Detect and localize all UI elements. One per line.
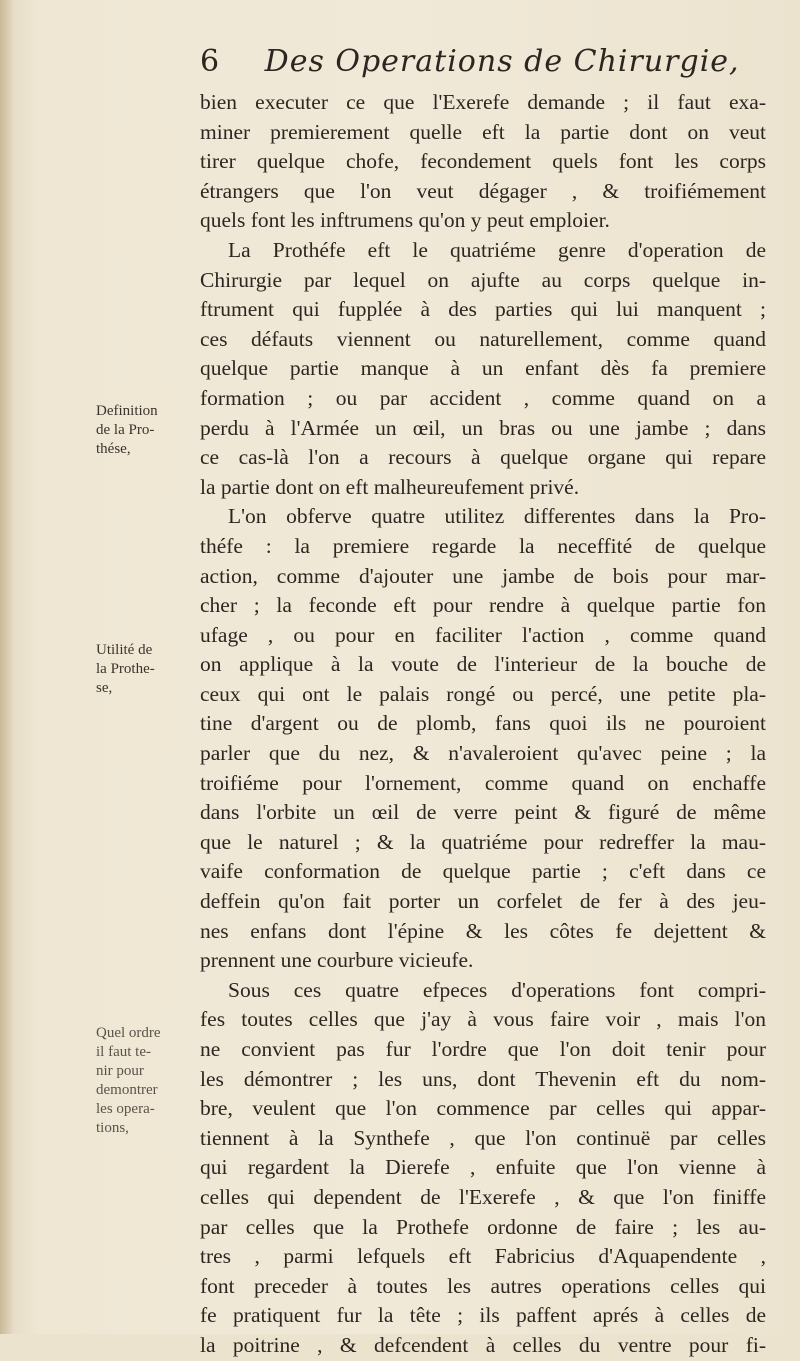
text-line: ces défauts viennent ou naturellement, comme quand bbox=[200, 326, 766, 351]
margin-note-line: nir pour bbox=[96, 1063, 144, 1079]
text-line: bien executer ce que l'Exerefe demande ; il faut exa- bbox=[200, 90, 766, 114]
margin-note-line: la Prothe- bbox=[96, 661, 155, 677]
page-number: 6 bbox=[200, 44, 221, 79]
text-line: quels font les inftrumens qu'on y peut emploier. bbox=[200, 208, 610, 233]
text-line: L'on obferve quatre utilitez differentes dans la Pro- bbox=[228, 504, 766, 529]
text-line: fe pratiquent fur la tête ; ils paffent aprés à celles de bbox=[200, 1303, 766, 1328]
text-line: la partie dont on eft malheureufement privé. bbox=[200, 474, 580, 499]
margin-note-line: tions, bbox=[96, 1120, 129, 1136]
text-line: que le naturel ; & la quatriéme pour redreffer la mau- bbox=[200, 829, 766, 854]
text-line: dans l'orbite un œil de verre peint & figuré de même bbox=[200, 800, 766, 825]
text-line: cher ; la feconde eft pour rendre à quelque partie fon bbox=[200, 593, 766, 618]
text-line: celles qui dependent de l'Exerefe , & que l'on finiffe bbox=[200, 1184, 766, 1209]
text-line: ftrument qui fupplée à des parties qui lui manquent ; bbox=[200, 297, 766, 322]
text-line: les démontrer ; les uns, dont Thevenin eft du nom- bbox=[200, 1066, 766, 1091]
text-line: tres , parmi lefquels eft Fabricius d'Aquapendente , bbox=[200, 1244, 766, 1269]
text-line: nes enfans dont l'épine & les côtes fe dejettent & bbox=[200, 918, 766, 943]
text-line: tine d'argent ou de plomb, fans quoi ils ne pouroient bbox=[200, 711, 766, 736]
margin-note-line: Definition bbox=[96, 403, 158, 419]
text-line: bre, veulent que l'on commence par celles qui appar- bbox=[200, 1096, 766, 1121]
text-line: perdu à l'Armée un œil, un bras ou une jambe ; dans bbox=[200, 415, 766, 440]
text-line: on applique à la voute de l'interieur de la bouche de bbox=[200, 652, 766, 677]
text-line: prennent une courbure vicieufe. bbox=[200, 948, 474, 973]
margin-note-line: se, bbox=[96, 680, 113, 696]
text-line: vaife conformation de quelque partie ; c'eft dans ce bbox=[200, 859, 766, 884]
margin-note-line: les opera- bbox=[96, 1101, 155, 1117]
margin-note-line: Quel ordre bbox=[96, 1025, 161, 1041]
text-line: tirer quelque chofe, fecondement quels font les corps bbox=[200, 149, 766, 174]
text-line: ceux qui ont le palais rongé ou percé, une petite pla- bbox=[200, 681, 766, 706]
text-line: qui regardent la Dierefe , enfuite que l'on vienne à bbox=[200, 1155, 766, 1180]
text-line: La Prothéfe eft le quatriéme genre d'operation de bbox=[228, 237, 766, 262]
text-line: troifiéme pour l'ornement, comme quand on enchaffe bbox=[200, 770, 766, 795]
margin-note-utility bbox=[96, 641, 198, 698]
text-line: miner premierement quelle eft la partie dont on veut bbox=[200, 119, 766, 144]
text-line: tiennent à la Synthefe , que l'on continuë par celles bbox=[200, 1125, 766, 1150]
text-line: théfe : la premiere regarde la neceffité de quelque bbox=[200, 533, 766, 558]
body-text bbox=[200, 88, 766, 1361]
text-line: Chirurgie par lequel on ajufte au corps quelque in- bbox=[200, 267, 766, 292]
text-line: ce cas-là l'on a recours à quelque organe qui repare bbox=[200, 445, 766, 470]
text-line: formation ; ou par accident , comme quand on a bbox=[200, 385, 766, 410]
margin-note-line: Utilité de bbox=[96, 642, 153, 658]
margin-note-line: demontrer bbox=[96, 1082, 158, 1098]
text-line: Sous ces quatre efpeces d'operations font compri- bbox=[228, 977, 766, 1002]
text-line: étrangers que l'on veut dégager , & troifiémement bbox=[200, 178, 766, 203]
margin-note-order bbox=[96, 1024, 198, 1138]
margin-note-definition bbox=[96, 402, 198, 459]
margin-note-line: de la Pro- bbox=[96, 422, 155, 438]
text-line: font preceder à toutes les autres operations celles qui bbox=[200, 1273, 766, 1298]
text-line: ufage , ou pour en faciliter l'action , comme quand bbox=[200, 622, 766, 647]
text-line: deffein qu'on fait porter un corfelet de fer à des jeu- bbox=[200, 889, 766, 914]
running-head bbox=[200, 44, 760, 79]
margin-note-line: il faut te- bbox=[96, 1044, 151, 1060]
text-line: quelque partie manque à un enfant dès fa premiere bbox=[200, 356, 766, 381]
text-line: parler que du nez, & n'avaleroient qu'avec peine ; la bbox=[200, 741, 766, 766]
text-line: ne convient pas fur l'ordre que l'on doit tenir pour bbox=[200, 1037, 766, 1061]
page-edge-shadow bbox=[0, 0, 14, 1334]
running-title: Des Operations de Chirurgie, bbox=[264, 44, 740, 79]
text-line: par celles que la Prothefe ordonne de faire ; les au- bbox=[200, 1214, 766, 1239]
text-line: fes toutes celles que j'ay à vous faire voir , mais l'on bbox=[200, 1007, 766, 1032]
text-line: la poitrine , & defcendent à celles du ventre pour fi- bbox=[200, 1332, 766, 1357]
margin-note-line: thése, bbox=[96, 441, 131, 457]
text-line: action, comme d'ajouter une jambe de bois pour mar- bbox=[200, 563, 766, 588]
